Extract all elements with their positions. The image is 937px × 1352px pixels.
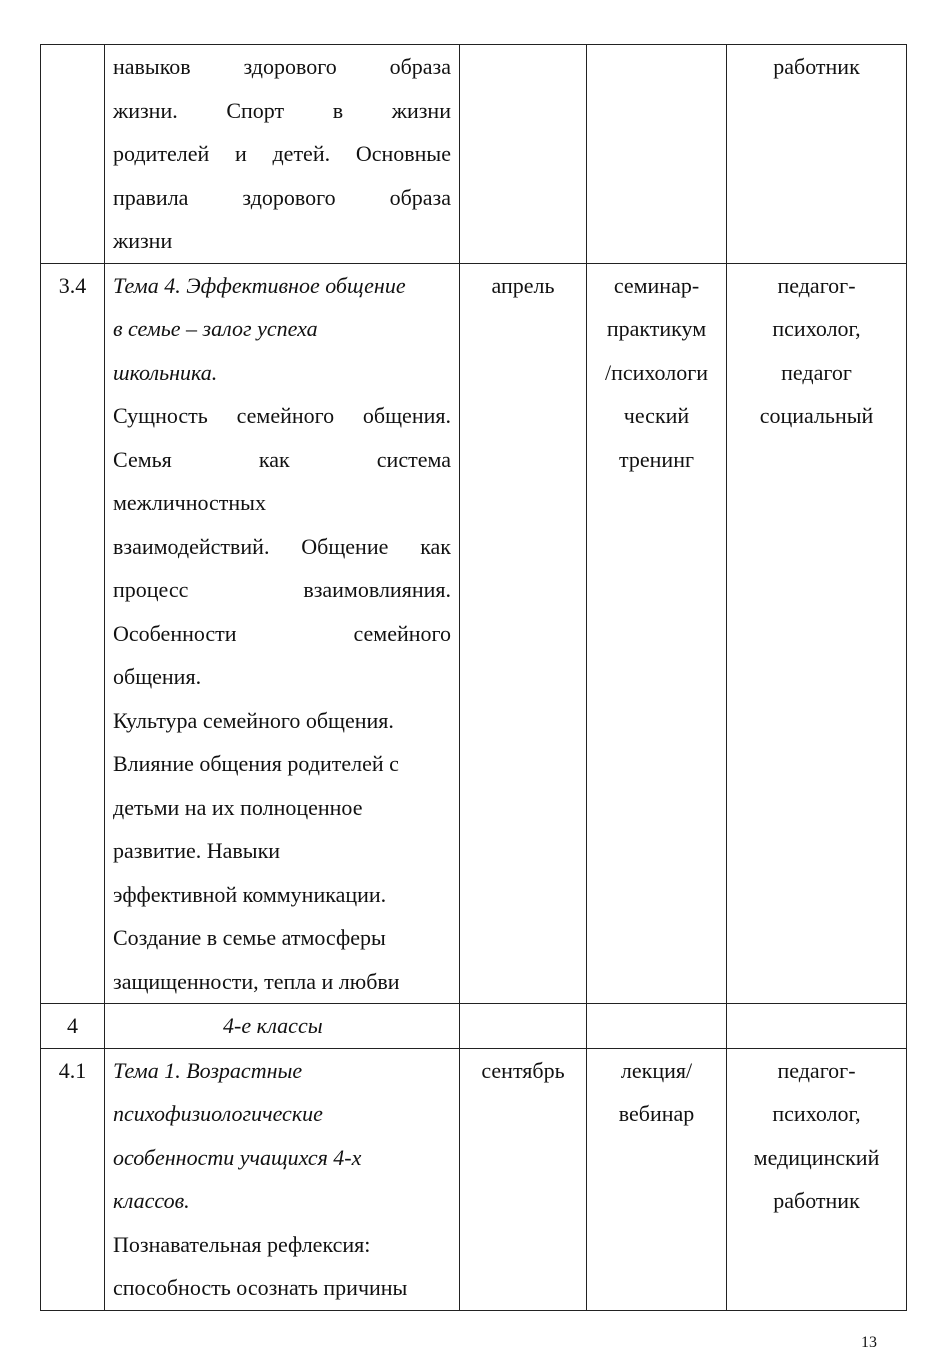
page-number: 13: [861, 1334, 877, 1351]
table-row: [41, 1004, 907, 1049]
word: Общение: [301, 533, 389, 559]
responsible-text-line: педагог-: [777, 1057, 856, 1083]
form-text-line: лекция/: [620, 1057, 693, 1083]
topic-text-line: жизни: [113, 228, 173, 253]
word: и: [234, 141, 247, 166]
responsible-cell: [727, 1048, 907, 1310]
topic-cell: [105, 263, 460, 1004]
topic-text-line: [113, 45, 451, 89]
responsible-cell: [727, 45, 907, 264]
word: общения.: [362, 403, 451, 428]
topic-title-line: Тема 4. Эффективное общение: [113, 272, 406, 298]
row-number: 4.1: [41, 1048, 105, 1310]
word: процесс: [113, 577, 189, 602]
word: Семья: [113, 446, 172, 472]
word: жизни: [391, 97, 451, 123]
month-cell: [460, 263, 587, 1004]
month-cell: [460, 45, 587, 264]
word: здорового: [243, 54, 337, 79]
topic-text-line: Познавательная рефлексия:: [113, 1231, 371, 1257]
topic-text-line: защищенности, тепла и любви: [113, 968, 400, 994]
row-number: 4: [41, 1004, 105, 1049]
form-text-line: /психологи: [604, 359, 709, 385]
topic-text-line: [113, 568, 451, 612]
word: система: [376, 446, 451, 472]
topic-text-line: Влияние общения родителей с: [113, 751, 399, 776]
topic-text-line: общения.: [113, 664, 202, 689]
word: Сущность: [113, 403, 208, 428]
word: как: [258, 446, 290, 472]
responsible-cell: [727, 263, 907, 1004]
month-cell: [460, 1048, 587, 1310]
word: семейного: [353, 620, 451, 646]
topic-cell: [105, 1048, 460, 1310]
responsible-text-line: педагог: [781, 359, 852, 385]
month-cell: [460, 1004, 587, 1049]
topic-text-line: детьми на их полноценное: [113, 794, 363, 820]
responsible-text-line: социальный: [759, 403, 874, 428]
form-cell: [587, 45, 727, 264]
word: родителей: [113, 141, 210, 166]
topic-title-line: в семье – залог успеха: [113, 316, 318, 341]
responsible-text-line: работник: [773, 1188, 860, 1213]
word: навыков: [113, 54, 191, 79]
word: жизни.: [113, 97, 178, 123]
month-text: сентябрь: [481, 1057, 565, 1083]
topic-text-line: [113, 438, 451, 482]
topic-text-line: [113, 176, 451, 220]
word: Основные: [355, 141, 451, 166]
word: здорового: [242, 184, 336, 210]
topic-title-line: Тема 1. Возрастные: [113, 1057, 303, 1083]
topic-text-line: Создание в семье атмосферы: [113, 925, 386, 950]
topic-cell: [105, 45, 460, 264]
word: правила: [113, 184, 189, 210]
form-text-line: ческий: [623, 403, 690, 428]
responsible-text-line: работник: [773, 54, 860, 79]
responsible-text-line: педагог-: [777, 272, 856, 298]
responsible-cell: [727, 1004, 907, 1049]
word: как: [420, 533, 451, 559]
word: взаимовлияния.: [303, 577, 451, 602]
topic-text-line: [113, 132, 451, 176]
topic-title-line: школьника.: [113, 359, 218, 385]
topic-text-line: [113, 612, 451, 656]
form-text-line: практикум: [606, 316, 707, 341]
form-cell: [587, 1004, 727, 1049]
topic-title-line: психофизиологические: [113, 1101, 323, 1126]
topic-text-line: [113, 89, 451, 133]
form-cell: [587, 263, 727, 1004]
word: семейного: [236, 403, 335, 428]
row-number: 3.4: [41, 263, 105, 1004]
form-cell: [587, 1048, 727, 1310]
word: детей.: [272, 141, 331, 166]
table-row: [41, 1048, 907, 1310]
section-cell: [105, 1004, 460, 1049]
topic-text-line: развитие. Навыки: [113, 838, 281, 863]
responsible-text-line: психолог,: [772, 1101, 861, 1126]
word: образа: [389, 54, 451, 79]
topic-title-line: особенности учащихся 4-х: [113, 1144, 362, 1170]
word: Спорт: [226, 97, 285, 123]
word: Особенности: [113, 620, 237, 646]
form-text-line: вебинар: [618, 1101, 695, 1126]
responsible-text-line: психолог,: [772, 316, 861, 341]
form-text-line: семинар-: [613, 272, 700, 298]
topic-title-line: классов.: [113, 1188, 190, 1213]
table-row: [41, 45, 907, 264]
word: взаимодействий.: [113, 533, 270, 559]
topic-text-line: [113, 394, 451, 438]
topic-text-line: способность осознать причины: [113, 1275, 408, 1300]
section-title: 4-е классы: [223, 1013, 323, 1038]
word: образа: [389, 184, 451, 210]
topic-text-line: эффективной коммуникации.: [113, 881, 387, 907]
month-text: апрель: [491, 272, 555, 298]
topic-text-line: межличностных: [113, 490, 266, 515]
topic-text-line: [113, 525, 451, 569]
row-number: [41, 45, 105, 264]
responsible-text-line: медицинский: [753, 1144, 880, 1170]
topic-text-line: Культура семейного общения.: [113, 707, 394, 733]
form-text-line: тренинг: [619, 446, 694, 472]
plan-table: [40, 44, 907, 1311]
table-row: [41, 263, 907, 1004]
word: в: [332, 97, 344, 123]
